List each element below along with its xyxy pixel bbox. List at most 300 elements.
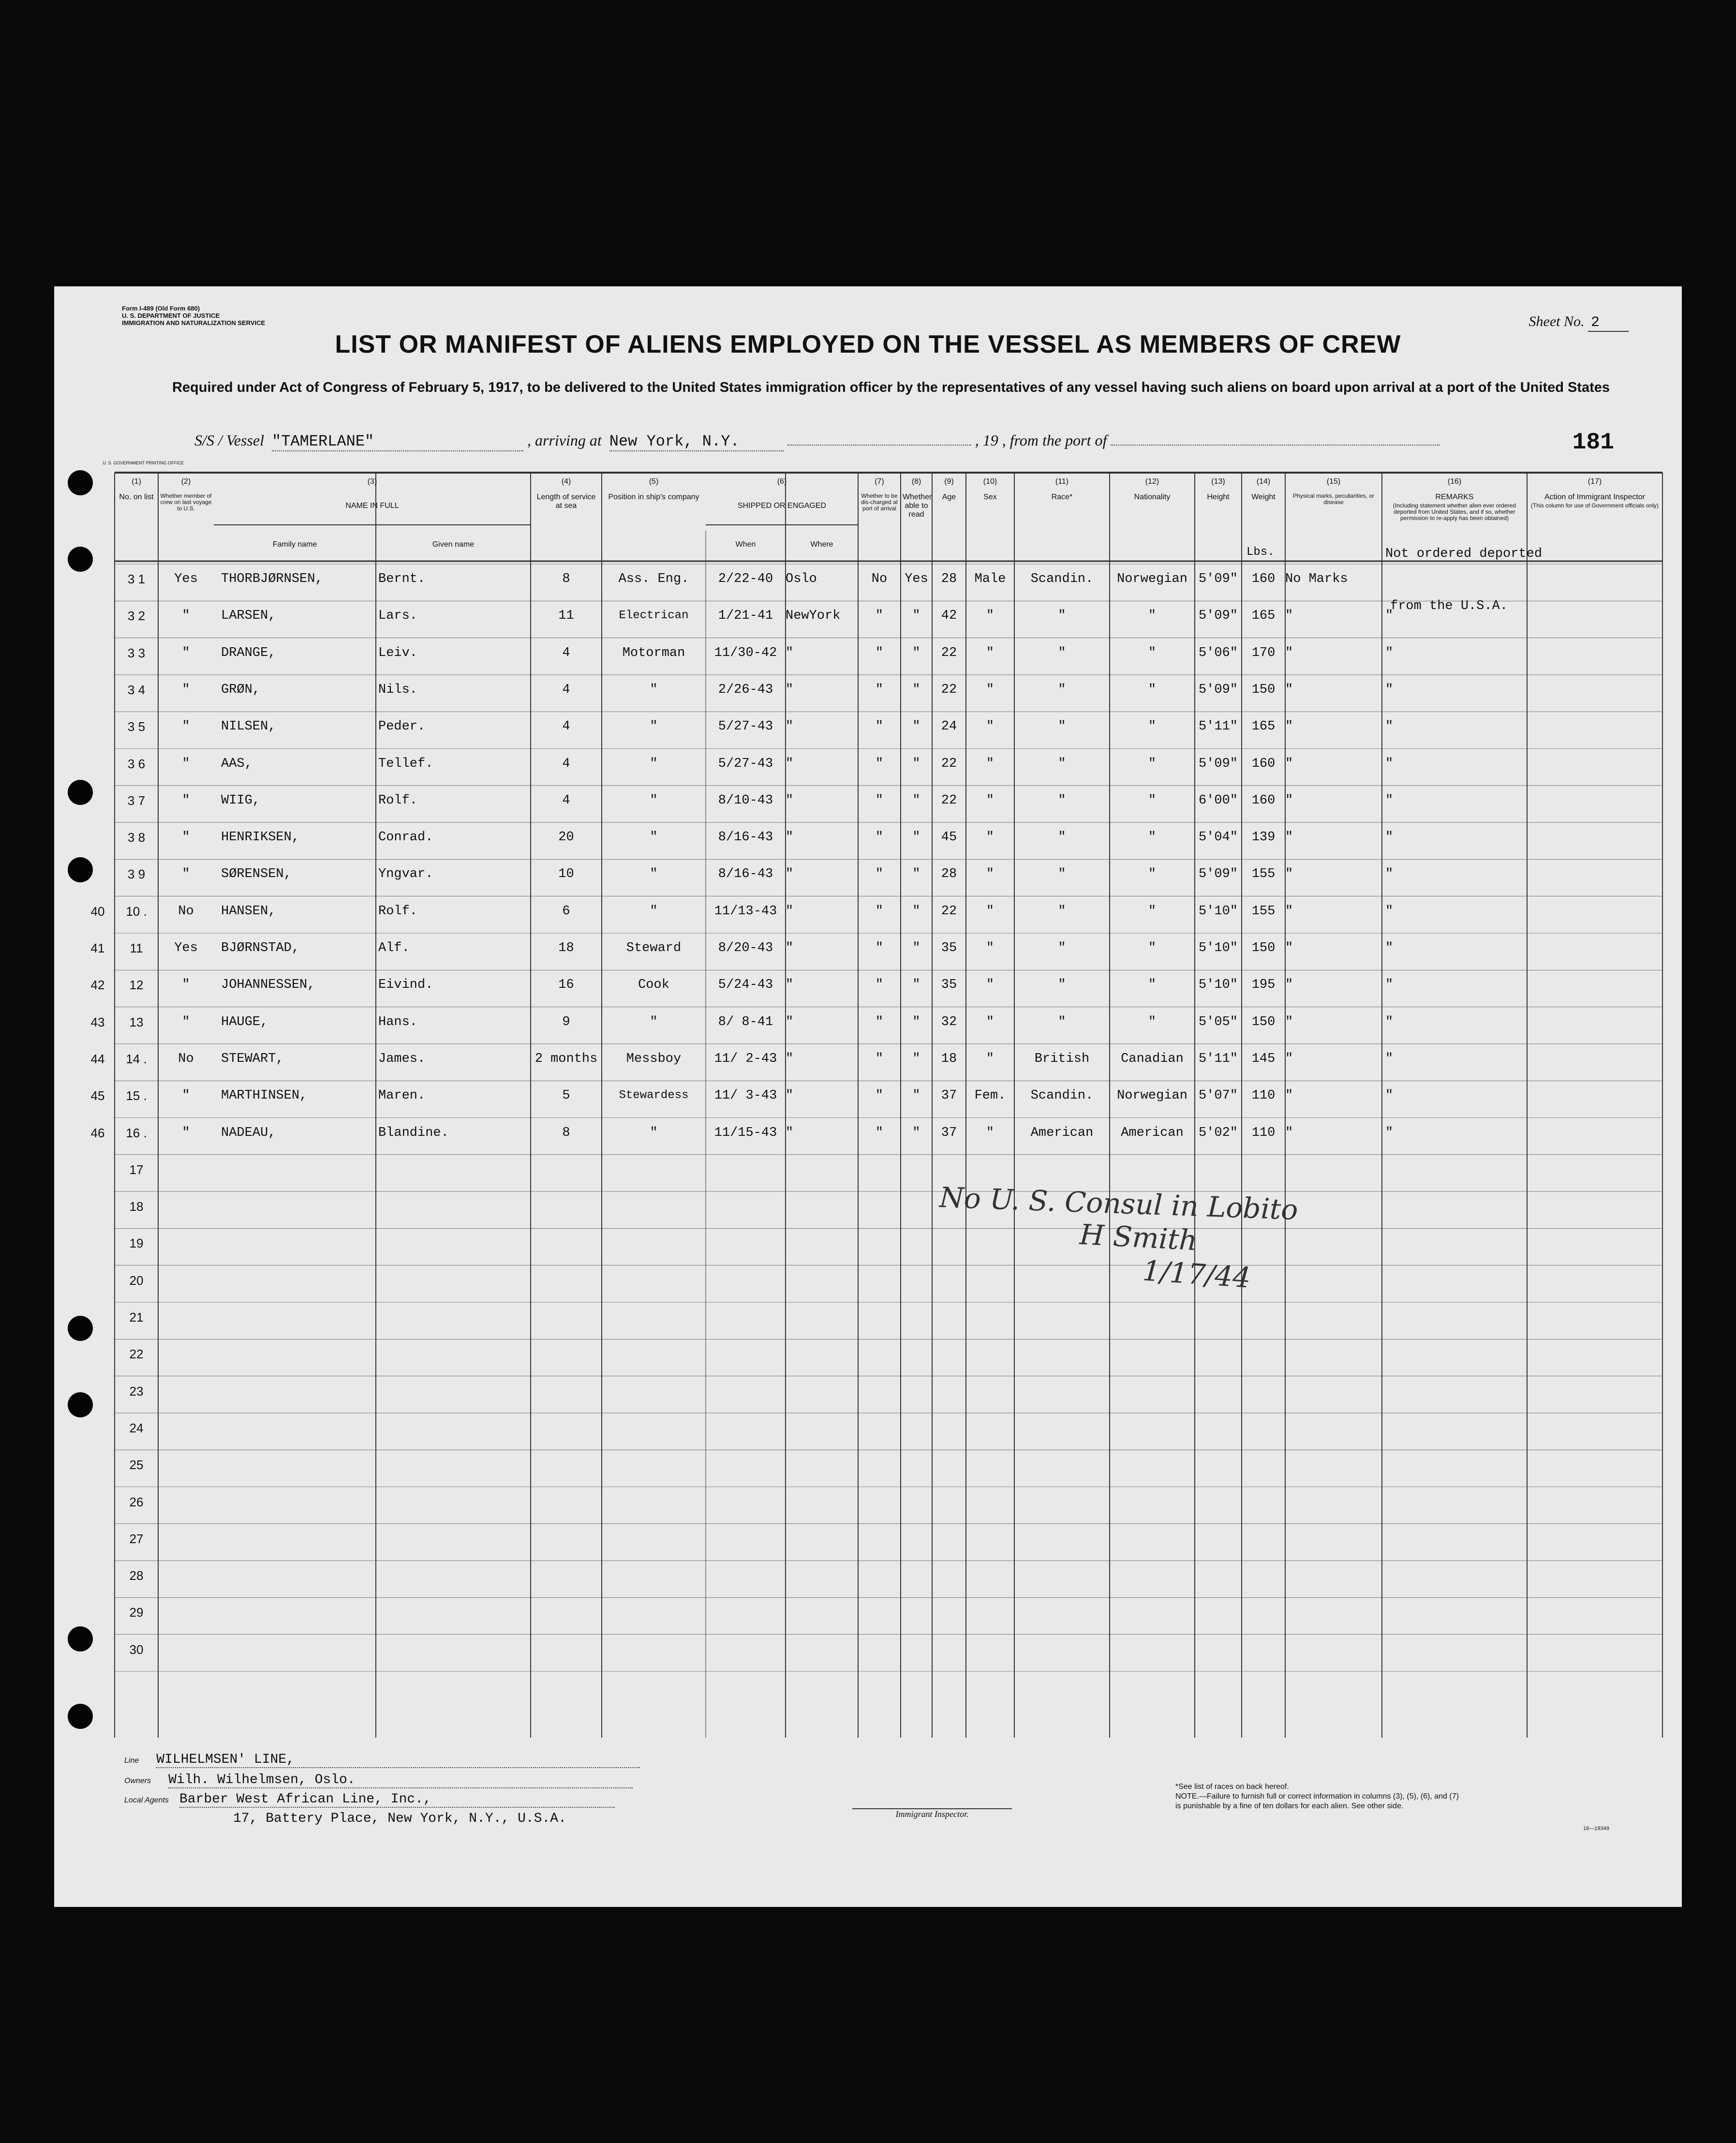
cell-where: "	[786, 1125, 794, 1140]
empty-row-number: 28	[129, 1568, 144, 1583]
cell-given: Yngvar.	[378, 867, 433, 882]
cell-age: 45	[941, 830, 957, 845]
cell-nationality: "	[1148, 830, 1157, 845]
cell-prev: Yes	[174, 572, 198, 586]
cell-remarks: "	[1385, 645, 1394, 660]
cell-age: 18	[941, 1051, 957, 1066]
empty-row-number: 21	[129, 1310, 144, 1324]
cell-when: 2/22-40	[718, 572, 773, 586]
cell-sex: "	[986, 904, 994, 919]
owners-field	[124, 1772, 633, 1788]
cell-nationality: "	[1148, 793, 1157, 808]
cell-sex: Fem.	[974, 1088, 1006, 1103]
page-title: LIST OR MANIFEST OF ALIENS EMPLOYED ON THE VESSEL AS MEMBERS OF CREW	[335, 330, 1401, 358]
cell-height: 5'09"	[1198, 609, 1238, 624]
margin-number: 43	[90, 1014, 105, 1029]
cell-height: 6'00"	[1198, 793, 1238, 808]
cell-age: 32	[941, 1014, 957, 1029]
sheet-number: 2	[1588, 314, 1629, 332]
margin-number: 41	[90, 941, 105, 955]
vessel-name: "TAMERLANE"	[272, 432, 523, 451]
cell-marks: "	[1285, 793, 1293, 808]
cell-position: Motorman	[622, 645, 685, 660]
cell-given: Nils.	[378, 682, 418, 697]
cell-prev: "	[182, 1014, 190, 1029]
cell-prev: "	[182, 1125, 190, 1140]
binder-hole	[68, 1316, 93, 1341]
cell-read: "	[912, 793, 920, 808]
cell-given: James.	[378, 1051, 426, 1066]
cell-weight: 145	[1251, 1051, 1276, 1066]
column-number: (3)	[367, 477, 377, 486]
cell-age: 22	[941, 793, 957, 808]
cell-weight: 165	[1251, 609, 1276, 624]
cell-position: "	[650, 904, 658, 919]
cell-race: "	[1058, 1014, 1066, 1029]
empty-row-number: 22	[129, 1347, 144, 1362]
cell-prev: "	[182, 682, 190, 697]
form-number: Form I-489 (Old Form 680)	[122, 305, 200, 312]
column-number: (15)	[1326, 477, 1341, 486]
cell-nationality: "	[1148, 609, 1157, 624]
cell-age: 35	[941, 941, 957, 955]
cell-family: SØRENSEN,	[221, 867, 292, 882]
cell-race: Scandin.	[1030, 572, 1094, 586]
column-number: (10)	[983, 477, 997, 486]
cell-service: 4	[562, 682, 570, 697]
cell-read: Yes	[905, 572, 928, 586]
cell-read: "	[912, 867, 920, 882]
cell-prev: "	[182, 793, 190, 808]
cell-remarks: "	[1385, 904, 1394, 919]
cell-marks: "	[1285, 1125, 1293, 1140]
row-number: 11	[130, 941, 143, 955]
margin-number: 44	[90, 1051, 105, 1066]
row-number: 3 5	[127, 719, 146, 734]
column-header: Height	[1207, 493, 1230, 501]
cell-weight: 155	[1251, 904, 1276, 919]
cell-weight: 150	[1251, 1014, 1276, 1029]
cell-height: 5'09"	[1198, 867, 1238, 882]
cell-prev: "	[182, 719, 190, 734]
service-name: IMMIGRATION AND NATURALIZATION SERVICE	[122, 319, 266, 327]
cell-read: "	[912, 1125, 920, 1140]
cell-discharge: "	[875, 1051, 884, 1066]
binder-hole	[68, 857, 93, 882]
column-number: (16)	[1447, 477, 1462, 486]
cell-race: "	[1058, 609, 1066, 624]
cell-when: 8/16-43	[718, 830, 773, 845]
column-number: (12)	[1145, 477, 1159, 486]
cell-given: Maren.	[378, 1088, 426, 1103]
handwritten-note: No U. S. Consul in Lobito	[939, 1181, 1299, 1226]
cell-remarks: "	[1385, 609, 1394, 624]
cell-read: "	[912, 830, 920, 845]
cell-service: 8	[562, 1125, 570, 1140]
cell-remarks: "	[1385, 1051, 1394, 1066]
cell-given: Rolf.	[378, 904, 418, 919]
row-number: 13	[129, 1014, 144, 1029]
cell-age: 22	[941, 645, 957, 660]
cell-marks: No Marks	[1285, 572, 1348, 586]
cell-nationality: Norwegian	[1117, 572, 1187, 586]
cell-marks: "	[1285, 645, 1293, 660]
cell-remarks: "	[1385, 867, 1394, 882]
cell-race: "	[1058, 719, 1066, 734]
cell-when: 1/21-41	[718, 609, 773, 624]
cell-weight: 110	[1251, 1125, 1276, 1140]
cell-height: 5'09"	[1198, 756, 1238, 771]
empty-row-number: 27	[129, 1531, 144, 1546]
cell-service: 8	[562, 572, 570, 586]
cell-remarks: "	[1385, 978, 1394, 993]
cell-marks: "	[1285, 682, 1293, 697]
cell-position: Electrican	[619, 609, 689, 623]
cell-sex: "	[986, 1051, 994, 1066]
cell-sex: "	[986, 978, 994, 993]
cell-weight: 139	[1251, 830, 1276, 845]
cell-marks: "	[1285, 1014, 1293, 1029]
row-number: 14 .	[126, 1051, 147, 1066]
cell-discharge: "	[875, 1125, 884, 1140]
cell-marks: "	[1285, 719, 1293, 734]
empty-row-number: 29	[129, 1605, 144, 1620]
cell-family: HAUGE,	[221, 1014, 268, 1029]
cell-position: "	[650, 719, 658, 734]
cell-service: 18	[558, 941, 574, 955]
cell-family: LARSEN,	[221, 609, 276, 624]
cell-read: "	[912, 978, 920, 993]
cell-read: "	[912, 756, 920, 771]
cell-height: 5'02"	[1198, 1125, 1238, 1140]
line-value: WILHELMSEN' LINE,	[156, 1752, 640, 1768]
cell-race: "	[1058, 830, 1066, 845]
margin-number: 42	[90, 978, 105, 993]
empty-row-number: 24	[129, 1420, 144, 1435]
cell-sex: "	[986, 830, 994, 845]
cell-sex: "	[986, 941, 994, 955]
cell-age: 28	[941, 867, 957, 882]
cell-marks: "	[1285, 830, 1293, 845]
column-subheader: Given name	[432, 540, 475, 549]
cell-prev: No	[178, 1051, 194, 1066]
cell-when: 5/27-43	[718, 756, 773, 771]
empty-row-number: 19	[129, 1236, 144, 1251]
column-number: (1)	[132, 477, 141, 486]
penalty-note-1: NOTE.—Failure to furnish full or correct information in columns (3), (5), (6), and (7)	[1175, 1792, 1459, 1801]
row-number: 12	[129, 978, 144, 993]
cell-discharge: "	[875, 1088, 884, 1103]
cell-given: Conrad.	[378, 830, 433, 845]
row-number: 3 3	[127, 645, 146, 660]
cell-remarks: "	[1385, 682, 1394, 697]
cell-position: "	[650, 830, 658, 845]
remarks-continued: from the U.S.A.	[1390, 599, 1508, 613]
column-number: (6)	[777, 477, 787, 486]
column-header: Weight	[1251, 493, 1276, 501]
cell-when: 11/30-42	[714, 645, 777, 660]
cell-sex: Male	[974, 572, 1006, 586]
arriving-label: , arriving at	[527, 432, 602, 449]
cell-nationality: "	[1148, 645, 1157, 660]
vessel-label: S/S / Vessel	[194, 432, 264, 449]
cell-discharge: "	[875, 609, 884, 624]
cell-family: DRANGE,	[221, 645, 276, 660]
cell-remarks: "	[1385, 1088, 1394, 1103]
cell-prev: No	[178, 904, 194, 919]
column-header: Physical marks, peculiarities, or disease	[1292, 492, 1375, 506]
cell-service: 4	[562, 719, 570, 734]
cell-marks: "	[1285, 941, 1293, 955]
cell-height: 5'11"	[1198, 719, 1238, 734]
cell-position: "	[650, 1014, 658, 1029]
cell-where: "	[786, 1014, 794, 1029]
cell-when: 11/ 3-43	[714, 1088, 777, 1103]
cell-given: Tellef.	[378, 756, 433, 771]
cell-where: "	[786, 867, 794, 882]
cell-nationality: "	[1148, 978, 1157, 993]
cell-marks: "	[1285, 1051, 1293, 1066]
year-label: , 19	[975, 432, 998, 449]
manifest-sheet	[54, 286, 1682, 1907]
sheet-label: Sheet No.	[1528, 313, 1585, 329]
cell-discharge: "	[875, 793, 884, 808]
cell-height: 5'07"	[1198, 1088, 1238, 1103]
cell-sex: "	[986, 1014, 994, 1029]
cell-prev: "	[182, 1088, 190, 1103]
cell-sex: "	[986, 1125, 994, 1140]
column-number: (13)	[1211, 477, 1225, 486]
cell-height: 5'05"	[1198, 1014, 1238, 1029]
cell-where: NewYork	[786, 609, 841, 624]
cell-discharge: "	[875, 978, 884, 993]
cell-nationality: "	[1148, 756, 1157, 771]
cell-age: 37	[941, 1088, 957, 1103]
cell-read: "	[912, 1014, 920, 1029]
empty-row-number: 23	[129, 1384, 144, 1399]
cell-race: British	[1034, 1051, 1090, 1066]
footer-notes	[1175, 1782, 1459, 1811]
cell-race: "	[1058, 978, 1066, 993]
row-number: 3 6	[127, 756, 146, 771]
cell-race: "	[1058, 645, 1066, 660]
cell-family: MARTHINSEN,	[221, 1088, 308, 1103]
column-header: SHIPPED OR ENGAGED	[737, 502, 827, 510]
cell-position: "	[650, 756, 658, 771]
column-header: Sex	[983, 493, 997, 501]
cell-nationality: American	[1121, 1125, 1184, 1140]
column-number: (14)	[1256, 477, 1271, 486]
empty-row-number: 18	[129, 1199, 144, 1214]
cell-given: Hans.	[378, 1014, 418, 1029]
column-note: (This column for use of Government officials only)	[1531, 502, 1659, 509]
cell-weight: 160	[1251, 572, 1276, 586]
cell-prev: "	[182, 867, 190, 882]
cell-service: 9	[562, 1014, 570, 1029]
cell-read: "	[912, 904, 920, 919]
cell-weight: 160	[1251, 756, 1276, 771]
cell-sex: "	[986, 719, 994, 734]
column-header: Whether member of crew on last voyage to U.S.	[160, 492, 212, 512]
column-header: Action of Immigrant Inspector	[1544, 493, 1646, 501]
cell-age: 42	[941, 609, 957, 624]
cell-service: 6	[562, 904, 570, 919]
cell-prev: "	[182, 645, 190, 660]
cell-when: 11/15-43	[714, 1125, 777, 1140]
column-header: Age	[942, 493, 956, 501]
gpo-imprint: U. S. GOVERNMENT PRINTING OFFICE	[103, 461, 184, 465]
cell-weight: 170	[1251, 645, 1276, 660]
cell-marks: "	[1285, 904, 1293, 919]
cell-where: "	[786, 682, 794, 697]
row-number: 10 .	[126, 904, 147, 919]
column-note: (Including statement whether alien ever ordered deported from United States, and if so, whether permission to re-apply has been obtained)	[1393, 502, 1516, 521]
cell-age: 35	[941, 978, 957, 993]
cell-weight: 110	[1251, 1088, 1276, 1103]
cell-age: 22	[941, 756, 957, 771]
cell-height: 5'09"	[1198, 572, 1238, 586]
agents-value-2: 17, Battery Place, New York, N.Y., U.S.A.	[233, 1811, 566, 1826]
row-number: 3 2	[127, 609, 146, 624]
cell-discharge: "	[875, 1014, 884, 1029]
cell-service: 11	[558, 609, 574, 624]
cell-marks: "	[1285, 756, 1293, 771]
column-header: Whether to be dis-charged at port of arrival	[861, 492, 898, 512]
cell-given: Alf.	[378, 941, 410, 955]
cell-when: 8/16-43	[718, 867, 773, 882]
cell-position: Stewardess	[619, 1089, 689, 1102]
cell-family: NILSEN,	[221, 719, 276, 734]
cell-nationality: "	[1148, 719, 1157, 734]
cell-remarks: Not ordered deported	[1385, 547, 1543, 561]
cell-service: 2 months	[534, 1051, 598, 1066]
cell-age: 22	[941, 904, 957, 919]
empty-row-number: 25	[129, 1458, 144, 1473]
cell-race: "	[1058, 756, 1066, 771]
cell-position: Steward	[626, 941, 682, 955]
cell-height: 5'10"	[1198, 978, 1238, 993]
cell-weight: 150	[1251, 941, 1276, 955]
cell-service: 20	[558, 830, 574, 845]
cell-where: "	[786, 645, 794, 660]
handwritten-date: 1/17/44	[1141, 1254, 1252, 1295]
cell-discharge: "	[875, 830, 884, 845]
column-header: Length of service at sea	[536, 493, 596, 510]
cell-family: BJØRNSTAD,	[221, 941, 300, 955]
cell-age: 24	[941, 719, 957, 734]
cell-weight: 165	[1251, 719, 1276, 734]
cell-position: "	[650, 793, 658, 808]
row-number: 3 7	[127, 793, 146, 808]
cell-where: "	[786, 756, 794, 771]
weight-unit: Lbs.	[1246, 546, 1275, 559]
cell-sex: "	[986, 609, 994, 624]
column-header: Whether able to read	[903, 493, 932, 519]
agents-label: Local Agents	[124, 1796, 169, 1804]
agents-value-1: Barber West African Line, Inc.,	[179, 1792, 615, 1808]
cell-remarks: "	[1385, 1014, 1394, 1029]
cell-given: Leiv.	[378, 645, 418, 660]
column-header: Race*	[1051, 493, 1073, 501]
arriving-port: New York, N.Y.	[609, 432, 784, 451]
cell-family: WIIG,	[221, 793, 261, 808]
cell-read: "	[912, 682, 920, 697]
cell-remarks: "	[1385, 719, 1394, 734]
cell-when: 5/27-43	[718, 719, 773, 734]
cell-prev: "	[182, 609, 190, 624]
cell-discharge: "	[875, 719, 884, 734]
cell-discharge: No	[871, 572, 888, 586]
cell-position: "	[650, 1125, 658, 1140]
margin-number: 40	[90, 904, 105, 919]
binder-hole	[68, 1392, 93, 1417]
immigrant-inspector-line: Immigrant Inspector.	[852, 1808, 1012, 1819]
column-number: (8)	[911, 477, 921, 486]
cell-nationality: Canadian	[1121, 1051, 1184, 1066]
binder-hole	[68, 1704, 93, 1729]
cell-when: 8/ 8-41	[718, 1014, 773, 1029]
cell-sex: "	[986, 756, 994, 771]
cell-service: 4	[562, 756, 570, 771]
cell-read: "	[912, 1051, 920, 1066]
column-subheader: Where	[810, 540, 833, 549]
cell-where: "	[786, 1088, 794, 1103]
cell-nationality: Norwegian	[1117, 1088, 1187, 1103]
cell-weight: 195	[1251, 978, 1276, 993]
cell-prev: Yes	[174, 941, 198, 955]
margin-number: 46	[90, 1125, 105, 1140]
cell-nationality: "	[1148, 941, 1157, 955]
cell-where: "	[786, 719, 794, 734]
cell-weight: 160	[1251, 793, 1276, 808]
cell-marks: "	[1285, 867, 1293, 882]
cell-where: "	[786, 1051, 794, 1066]
cell-family: HENRIKSEN,	[221, 830, 300, 845]
cell-race: "	[1058, 904, 1066, 919]
cell-discharge: "	[875, 904, 884, 919]
cell-age: 22	[941, 682, 957, 697]
line-field	[124, 1752, 640, 1768]
page-number: 181	[1572, 430, 1614, 456]
cell-when: 5/24-43	[718, 978, 773, 993]
cell-given: Blandine.	[378, 1125, 449, 1140]
cell-service: 16	[558, 978, 574, 993]
cell-given: Eivind.	[378, 978, 433, 993]
cell-nationality: "	[1148, 904, 1157, 919]
cell-nationality: "	[1148, 682, 1157, 697]
cell-prev: "	[182, 830, 190, 845]
cell-when: 8/20-43	[718, 941, 773, 955]
margin-number: 45	[90, 1088, 105, 1103]
cell-position: Cook	[638, 978, 669, 993]
column-header: NAME IN FULL	[345, 502, 399, 510]
binder-hole	[68, 1626, 93, 1652]
cell-service: 4	[562, 793, 570, 808]
cell-read: "	[912, 1088, 920, 1103]
cell-discharge: "	[875, 941, 884, 955]
cell-race: "	[1058, 793, 1066, 808]
cell-where: "	[786, 830, 794, 845]
from-port-label: , from the port of	[1002, 432, 1107, 449]
agents-address	[233, 1811, 566, 1826]
cell-position: Ass. Eng.	[618, 572, 689, 586]
cell-weight: 155	[1251, 867, 1276, 882]
agents-field	[124, 1792, 615, 1808]
cell-height: 5'11"	[1198, 1051, 1238, 1066]
cell-marks: "	[1285, 978, 1293, 993]
cell-race: "	[1058, 867, 1066, 882]
empty-row-number: 30	[129, 1642, 144, 1657]
